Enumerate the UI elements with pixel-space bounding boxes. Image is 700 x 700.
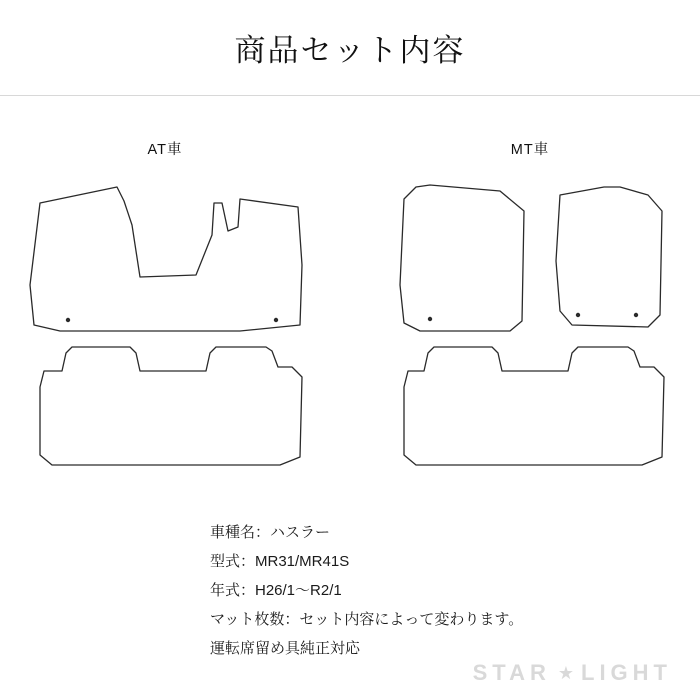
brand-word-star: STAR — [472, 660, 551, 685]
front-mat-mt-driver — [400, 185, 524, 331]
front-mat-at — [30, 187, 302, 331]
column-labels — [0, 138, 700, 160]
brand-word-light: LIGHT — [581, 660, 672, 685]
spec-model-name: 車種名：ハスラー — [210, 524, 331, 541]
spec-type-code: 型式：MR31/MR41S — [210, 553, 350, 570]
brand-logo — [473, 660, 672, 686]
floor-mat-diagram — [0, 165, 700, 495]
page-title: 商品セット内容 — [234, 33, 466, 68]
rear-mat-at — [40, 347, 302, 465]
star-icon: ★ — [557, 663, 574, 683]
spec-mat-count: マット枚数：セット内容によって変わります。 — [210, 611, 524, 628]
spec-fastener-note: 運転席留め具純正対応 — [210, 640, 361, 657]
rear-mat-mt — [404, 347, 664, 465]
page-header — [0, 0, 700, 96]
spec-list — [210, 518, 630, 663]
front-mat-mt-passenger — [556, 187, 662, 327]
column-label-mt: MT車 — [510, 142, 550, 158]
spec-year: 年式：H26/1〜R2/1 — [210, 582, 342, 599]
column-label-at: AT車 — [147, 142, 183, 158]
